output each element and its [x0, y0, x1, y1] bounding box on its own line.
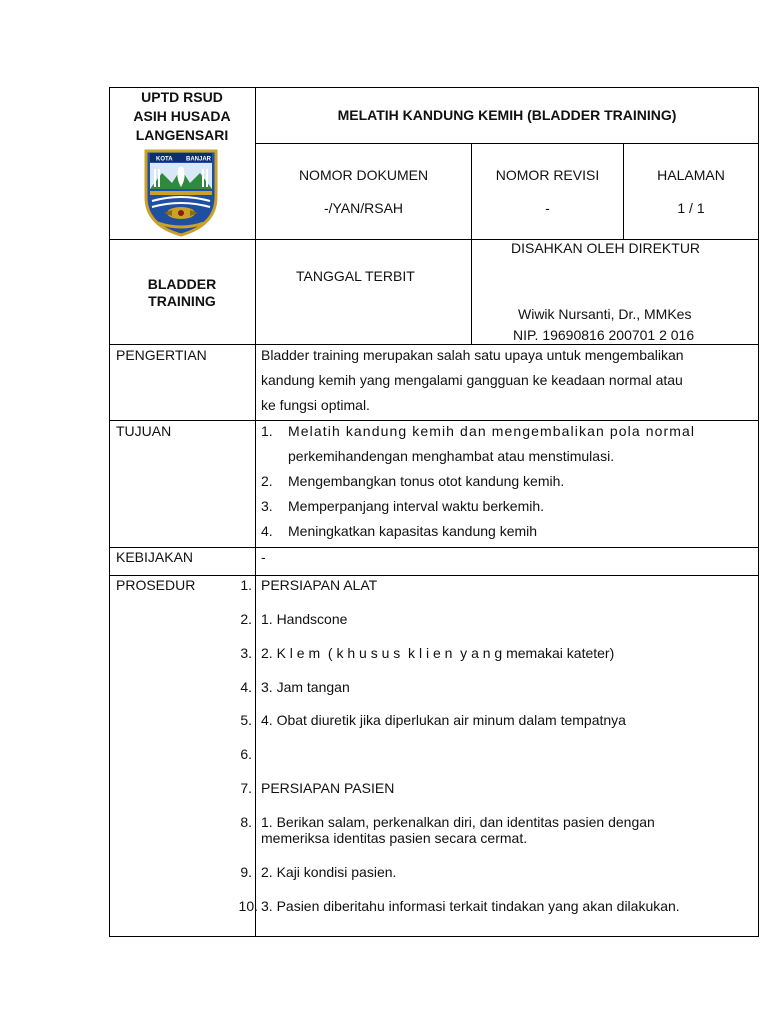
disahkan-label: DISAHKAN OLEH DIREKTUR	[511, 240, 701, 256]
logo-banner-right: BANJAR	[186, 156, 212, 163]
org-name-line2: ASIH HUSADA	[133, 108, 231, 124]
direktur-nip: NIP. 19690816 200701 2 016	[513, 327, 695, 343]
nomor-revisi-divider	[623, 143, 624, 240]
halaman-value: 1 / 1	[677, 200, 705, 216]
prosedur-item-number: 7.	[240, 780, 252, 796]
prosedur-item-number: 5.	[240, 712, 252, 728]
tujuan-item-number: 4.	[261, 523, 273, 539]
document-title: MELATIH KANDUNG KEMIH (BLADDER TRAINING)	[337, 107, 677, 123]
prosedur-item-text: 1. Handscone	[261, 611, 348, 627]
org-name-line3: LANGENSARI	[135, 127, 229, 143]
table-bottom-border	[109, 936, 759, 937]
kebijakan-bottom-border	[109, 575, 759, 576]
tanggal-terbit-label: TANGGAL TERBIT	[296, 268, 415, 284]
nomor-revisi-value: -	[545, 200, 550, 216]
prosedur-item-text-continued: memeriksa identitas pasien secara cermat.	[261, 830, 528, 846]
persiapan-alat-underline	[258, 575, 388, 576]
kebijakan-label: KEBIJAKAN	[116, 549, 194, 565]
halaman-label: HALAMAN	[657, 167, 725, 183]
table-left-border	[109, 87, 110, 937]
pengertian-line: Bladder training merupakan salah satu upaya untuk mengembalikan	[261, 347, 684, 363]
prosedur-item-number: 8.	[240, 814, 252, 830]
nomor-dokumen-label: NOMOR DOKUMEN	[298, 167, 429, 183]
side-title-line1: BLADDER	[147, 276, 217, 292]
tujuan-item-text: Meningkatkan kapasitas kandung kemih	[288, 523, 538, 539]
tujuan-item-text: Memperpanjang interval waktu berkemih.	[288, 498, 545, 514]
table-right-border	[758, 87, 759, 937]
pengertian-label: PENGERTIAN	[116, 347, 207, 363]
kota-banjar-emblem	[142, 147, 220, 237]
pengertian-line: ke fungsi optimal.	[261, 397, 370, 413]
prosedur-item-number: 4.	[240, 679, 252, 695]
tujuan-item-text: Mengembangkan tonus otot kandung kemih.	[288, 473, 565, 489]
side-title-line2: TRAINING	[148, 293, 216, 309]
tujuan-item-text: Melatih kandung kemih dan mengembalikan pola normal	[288, 423, 696, 439]
pengertian-bottom-border	[109, 420, 759, 421]
nomor-dokumen-value: -/YAN/RSAH	[323, 200, 404, 216]
prosedur-item-number: 2.	[240, 611, 252, 627]
prosedur-item-number: 1.	[240, 577, 252, 593]
prosedur-item-text: 3. Jam tangan	[261, 679, 350, 695]
nomor-revisi-label: NOMOR REVISI	[495, 167, 600, 183]
logo-banner-left: KOTA	[156, 156, 173, 163]
table-top-border	[109, 87, 759, 88]
prosedur-item-text: 1. Berikan salam, perkenalkan diri, dan identitas pasien dengan	[261, 814, 655, 830]
pengertian-line: kandung kemih yang mengalami gangguan ke keadaan normal atau	[261, 372, 683, 388]
tujuan-item-number: 3.	[261, 498, 273, 514]
prosedur-item-text: 2. K l e m ( k h u s u s k l i e n y a n g memakai kateter)	[261, 645, 615, 661]
prosedur-item-text: 4. Obat diuretik jika diperlukan air minum dalam tempatnya	[261, 712, 626, 728]
kebijakan-value: -	[261, 549, 266, 565]
header-row-divider	[255, 143, 759, 144]
direktur-name: Wiwik Nursanti, Dr., MMKes	[518, 306, 692, 322]
prosedur-item-text: PERSIAPAN ALAT	[261, 577, 378, 593]
org-name-line1: UPTD RSUD	[141, 89, 223, 105]
prosedur-item-number: 9.	[240, 864, 252, 880]
tujuan-item-text: perkemihandengan menghambat atau menstimulasi.	[288, 448, 615, 464]
meta-bottom-border	[109, 344, 759, 345]
tujuan-item-number: 1.	[261, 423, 273, 439]
prosedur-item-text: PERSIAPAN PASIEN	[261, 780, 395, 796]
prosedur-item-text: 2. Kaji kondisi pasien.	[261, 864, 397, 880]
tujuan-label: TUJUAN	[116, 423, 172, 439]
tujuan-bottom-border	[109, 547, 759, 548]
prosedur-label: PROSEDUR	[116, 577, 196, 593]
prosedur-item-number: 3.	[240, 645, 252, 661]
prosedur-item-number: 6.	[240, 746, 252, 762]
tujuan-item-number: 2.	[261, 473, 273, 489]
prosedur-item-text: 3. Pasien diberitahu informasi terkait tindakan yang akan dilakukan.	[261, 898, 680, 914]
prosedur-item-number: 10.	[238, 898, 258, 914]
